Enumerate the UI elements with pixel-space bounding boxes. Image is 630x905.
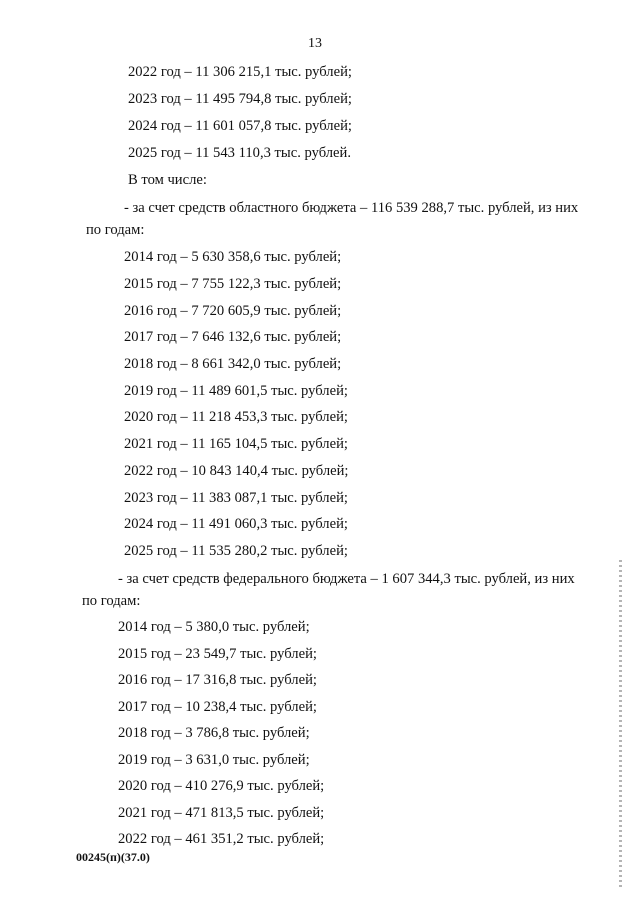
text-line: 2023 год – 11 495 794,8 тыс. рублей; bbox=[128, 91, 352, 107]
regional-year-item: 2019 год – 11 489 601,5 тыс. рублей; bbox=[124, 383, 348, 399]
federal-budget-intro-cont: по годам: bbox=[82, 593, 141, 609]
federal-year-item: 2021 год – 471 813,5 тыс. рублей; bbox=[118, 805, 325, 821]
regional-year-item: 2025 год – 11 535 280,2 тыс. рублей; bbox=[124, 543, 348, 559]
federal-year-item: 2020 год – 410 276,9 тыс. рублей; bbox=[118, 778, 325, 794]
regional-year-item: 2021 год – 11 165 104,5 тыс. рублей; bbox=[124, 436, 348, 452]
federal-year-item: 2018 год – 3 786,8 тыс. рублей; bbox=[118, 725, 310, 741]
federal-year-item: 2015 год – 23 549,7 тыс. рублей; bbox=[118, 646, 317, 662]
regional-year-item: 2014 год – 5 630 358,6 тыс. рублей; bbox=[124, 249, 342, 265]
text-line: 2024 год – 11 601 057,8 тыс. рублей; bbox=[128, 118, 352, 134]
federal-year-item: 2016 год – 17 316,8 тыс. рублей; bbox=[118, 672, 317, 688]
regional-budget-intro-cont: по годам: bbox=[86, 222, 145, 238]
regional-year-item: 2020 год – 11 218 453,3 тыс. рублей; bbox=[124, 409, 348, 425]
including-heading: В том числе: bbox=[128, 172, 207, 188]
regional-budget-intro: - за счет средств областного бюджета – 116 539 288,7 тыс. рублей, из них bbox=[124, 200, 579, 216]
page-number: 13 bbox=[308, 36, 322, 51]
regional-year-item: 2016 год – 7 720 605,9 тыс. рублей; bbox=[124, 303, 342, 319]
scan-edge-marks bbox=[619, 560, 622, 890]
regional-year-item: 2022 год – 10 843 140,4 тыс. рублей; bbox=[124, 463, 349, 479]
regional-year-item: 2023 год – 11 383 087,1 тыс. рублей; bbox=[124, 490, 348, 506]
regional-year-item: 2024 год – 11 491 060,3 тыс. рублей; bbox=[124, 516, 348, 532]
text-line: 2025 год – 11 543 110,3 тыс. рублей. bbox=[128, 145, 351, 161]
regional-year-item: 2017 год – 7 646 132,6 тыс. рублей; bbox=[124, 329, 342, 345]
regional-year-item: 2015 год – 7 755 122,3 тыс. рублей; bbox=[124, 276, 342, 292]
federal-year-item: 2022 год – 461 351,2 тыс. рублей; bbox=[118, 831, 325, 847]
document-code: 00245(п)(37.0) bbox=[76, 850, 150, 864]
federal-year-item: 2017 год – 10 238,4 тыс. рублей; bbox=[118, 699, 317, 715]
federal-year-item: 2019 год – 3 631,0 тыс. рублей; bbox=[118, 752, 310, 768]
regional-year-item: 2018 год – 8 661 342,0 тыс. рублей; bbox=[124, 356, 342, 372]
text-line: 2022 год – 11 306 215,1 тыс. рублей; bbox=[128, 64, 352, 80]
federal-budget-intro: - за счет средств федерального бюджета – 1 607 344,3 тыс. рублей, из них bbox=[118, 571, 575, 587]
federal-year-item: 2014 год – 5 380,0 тыс. рублей; bbox=[118, 619, 310, 635]
